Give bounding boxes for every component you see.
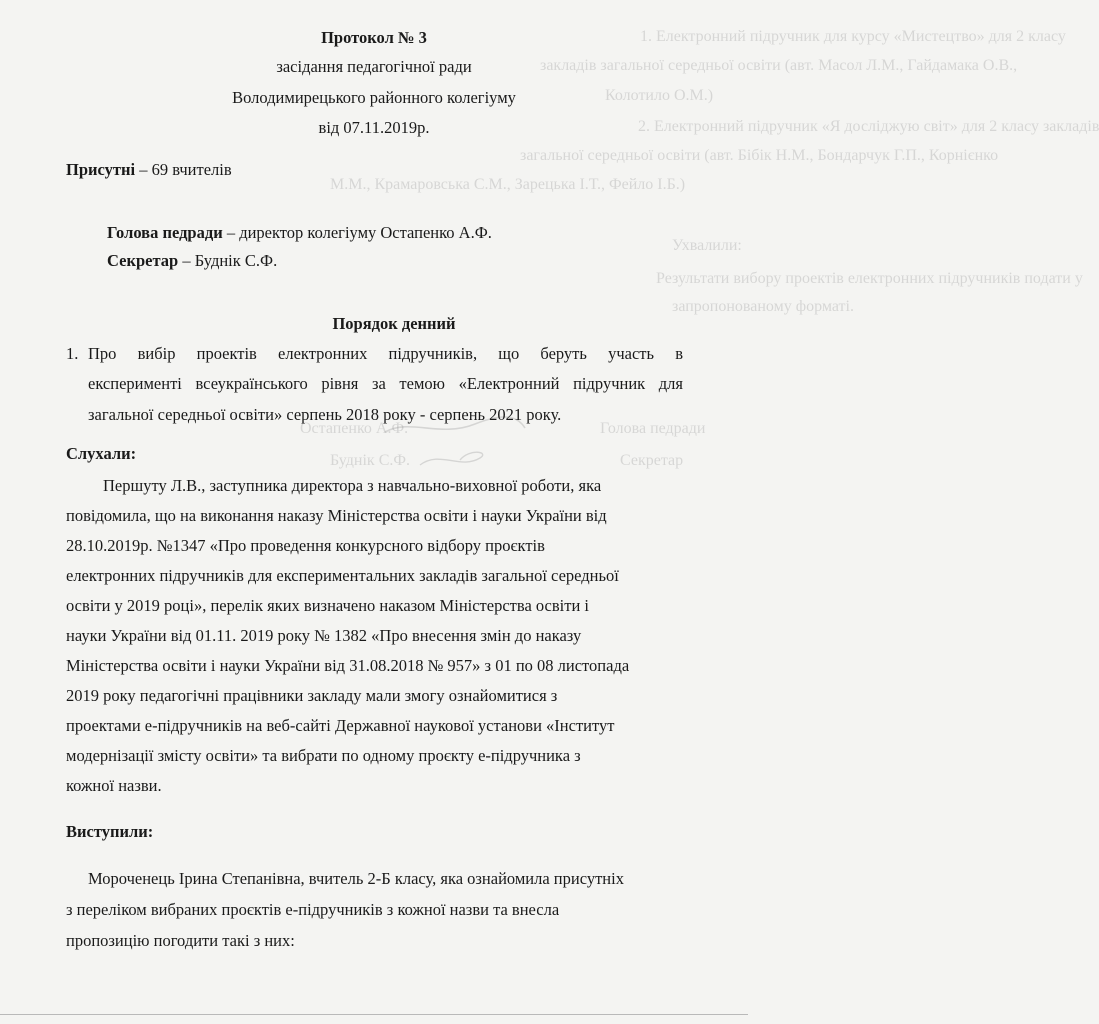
head-value: – директор колегіуму Остапенко А.Ф. [226, 223, 492, 242]
bleed-through-line: запропонованому форматі. [672, 298, 854, 315]
secretary-row [107, 251, 277, 271]
heard-line: науки України від 01.11. 2019 року № 1382 «Про внесення змін до наказу [66, 626, 582, 645]
bleed-through-line: 1. Електронний підручник для курсу «Мистецтво» для 2 класу [640, 28, 1066, 45]
head-row [107, 223, 492, 243]
agenda-number: 1. [66, 344, 79, 363]
head-label: Голова педради [107, 223, 223, 242]
attendance-label: Присутні [66, 160, 136, 179]
heard-label: Слухали: [66, 444, 137, 463]
bleed-through-line: Буднік С.Ф. [330, 452, 411, 469]
spoke-line: з переліком вибраних проєктів е-підручників з кожної назви та внесла [66, 900, 560, 919]
agenda-line: загальної середньої освіти» серпень 2018 року - серпень 2021 року. [88, 405, 562, 424]
heard-line: освіти у 2019 році», перелік яких визначено наказом Міністерства освіти і [66, 596, 590, 615]
agenda-line: Про вибір проектів електронних підручників, що беруть участь в [88, 344, 683, 363]
agenda-title: Порядок денний [332, 314, 456, 333]
bleed-through-line: Остапенко А.Ф. [300, 420, 409, 437]
bleed-through-line: М.М., Крамаровська С.М., Зарецька І.Т., Фейло І.Б.) [330, 176, 686, 193]
bleed-through-line: Секретар [620, 452, 684, 469]
bleed-through-line: загальної середньої освіти (авт. Бібік Н.М., Бондарчук Г.П., Корнієнко [520, 147, 999, 164]
heard-line: електронних підручників для експериментальних закладів загальної середньої [66, 566, 619, 585]
heard-line: повідомила, що на виконання наказу Міністерства освіти і науки України від [66, 506, 607, 525]
spoke-label: Виступили: [66, 822, 154, 841]
agenda-line: експерименті всеукраїнського рівня за темою «Електронний підручник для [88, 374, 683, 393]
bleed-through-line: Результати вибору проектів електронних підручників подати у [656, 270, 1083, 287]
heard-line: Міністерства освіти і науки України від 31.08.2018 № 957» з 01 по 08 листопада [66, 656, 630, 675]
heard-line: 2019 року педагогічні працівники закладу мали змогу ознайомитися з [66, 686, 558, 705]
heard-line: проектами е-підручників на веб-сайті Державної наукової установи «Інститут [66, 716, 615, 735]
protocol-title: Протокол № 3 [321, 28, 427, 47]
heard-line: модернізації змісту освіти» та вибрати по одному проєкту е-підручника з [66, 746, 581, 765]
page-edge-divider [0, 1014, 748, 1015]
secretary-value: – Буднік С.Ф. [182, 251, 278, 270]
attendance-row [66, 160, 232, 180]
bleed-through-line: Голова педради [600, 420, 706, 437]
protocol-subtitle: засідання педагогічної ради [276, 57, 472, 76]
institution-name: Володимирецького районного колегіуму [232, 88, 516, 107]
bleed-through-line: Ухвалили: [672, 237, 742, 254]
attendance-value: – 69 вчителів [139, 160, 232, 179]
bleed-through-line: Колотило О.М.) [605, 87, 714, 104]
heard-line: Першуту Л.В., заступника директора з навчально-виховної роботи, яка [103, 476, 602, 495]
spoke-line: Мороченець Ірина Степанівна, вчитель 2-Б класу, яка ознайомила присутніх [88, 869, 624, 888]
protocol-date: від 07.11.2019р. [318, 118, 430, 137]
bleed-through-line: 2. Електронний підручник «Я досліджую світ» для 2 класу закладів [638, 118, 1099, 135]
secretary-label: Секретар [107, 251, 179, 270]
heard-line: кожної назви. [66, 776, 162, 795]
heard-line: 28.10.2019р. №1347 «Про проведення конкурсного відбору проєктів [66, 536, 545, 555]
spoke-line: пропозицію погодити такі з них: [66, 931, 295, 950]
bleed-through-line: закладів загальної середньої освіти (авт. Масол Л.М., Гайдамака О.В., [540, 57, 1018, 74]
